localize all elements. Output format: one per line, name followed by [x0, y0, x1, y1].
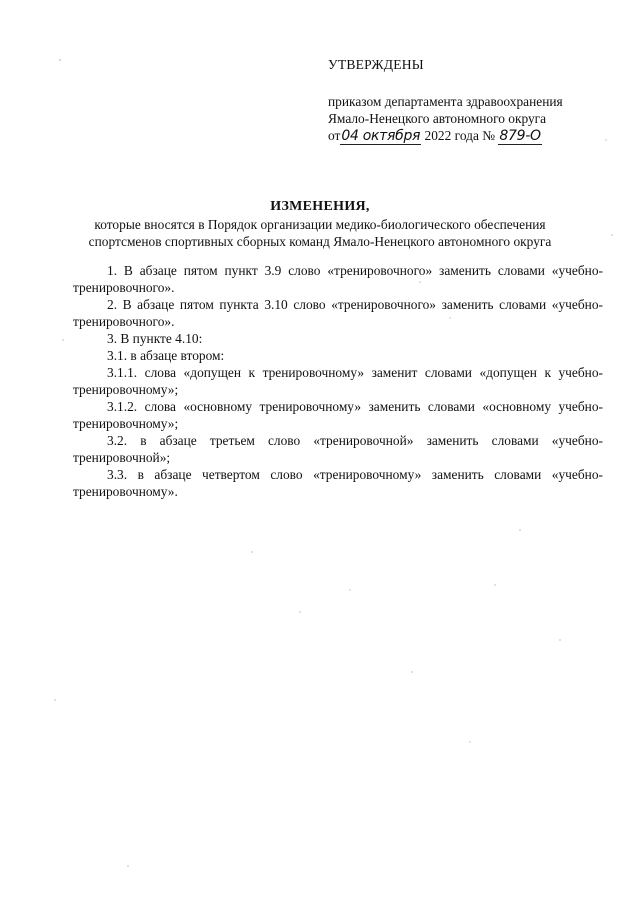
approval-line-3 [328, 127, 618, 145]
approval-title: УТВЕРЖДЕНЫ [328, 57, 424, 72]
handwritten-date: 04 октября [341, 128, 421, 144]
approval-line-2: Ямало-Ненецкого автономного округа [328, 111, 547, 126]
handwritten-order-number: 879-О [499, 128, 541, 144]
document-subtitle-line-1: которые вносятся в Порядок организации медико-биологического обеспечения [94, 217, 546, 232]
document-body [73, 262, 603, 500]
paragraph-3: 3. В пункте 4.10: [107, 331, 203, 346]
paragraph-3-3: 3.3. в абзаце четвертом слово «тренировочному» заменить словами «учебно-тренировочному». [73, 467, 603, 499]
paragraph-3-1-2: 3.1.2. слова «основному тренировочному» заменить словами «основному учебно-тренировочному»; [73, 399, 603, 431]
approval-line-1: приказом департамента здравоохранения [328, 94, 563, 109]
paragraph-3-1: 3.1. в абзаце втором: [107, 348, 225, 363]
document-title: ИЗМЕНЕНИЯ, [270, 199, 370, 214]
document-subtitle-line-2: спортсменов спортивных сборных команд Ямало-Ненецкого автономного округа [88, 234, 552, 249]
paragraph-3-2: 3.2. в абзаце третьем слово «тренировочной» заменить словами «учебно-тренировочной»; [73, 433, 603, 465]
paragraph-1: 1. В абзаце пятом пункт 3.9 слово «тренировочного» заменить словами «учебно-тренировочного». [73, 263, 603, 295]
approval-date-prefix: от [328, 128, 341, 143]
paragraph-2: 2. В абзаце пятом пункта 3.10 слово «тренировочного» заменить словами «учебно-тренировочного». [73, 297, 603, 329]
document-heading [40, 198, 600, 250]
approval-year-and-number-label: 2022 года № [421, 128, 499, 143]
paragraph-3-1-1: 3.1.1. слова «допущен к тренировочному» заменит словами «допущен к учебно-тренировочному»; [73, 365, 603, 397]
approval-block [328, 56, 618, 145]
